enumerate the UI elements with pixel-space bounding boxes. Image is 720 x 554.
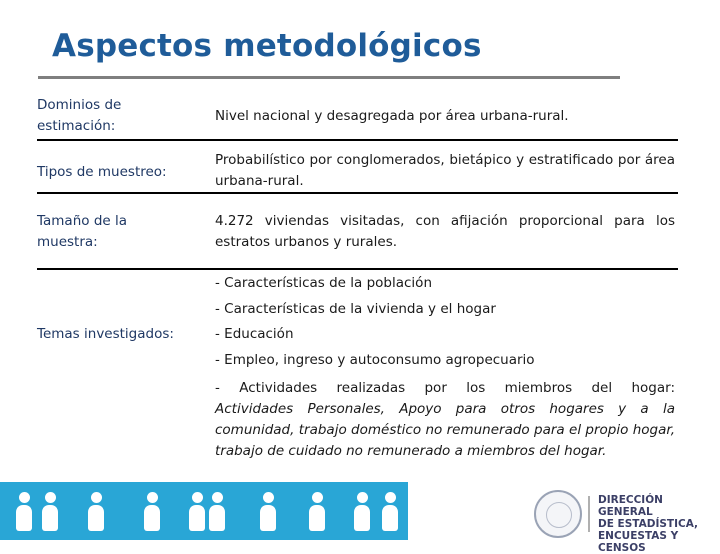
caregiver-icon — [305, 492, 329, 532]
row-divider — [37, 139, 678, 141]
wheelchair-icon — [205, 492, 229, 532]
tema-actividades-detail: Actividades Personales, Apoyo para otros hogares y a la comunidad, trabajo doméstico no remunerado para el propio hogar, trabajo de cuidado no remunerado a miembros del hogar. — [215, 401, 675, 459]
logo-text — [598, 494, 720, 554]
row-value-muestreo: Probabilístico por conglomerados, bietápico y estratificado por área urbana-rural. — [215, 152, 675, 189]
logo-line: ENCUESTAS Y CENSOS — [598, 530, 679, 554]
dgeec-logo — [520, 488, 720, 554]
tema-item-actividades: - Actividades realizadas por los miembros del hogar: — [215, 380, 675, 396]
logo-divider — [588, 496, 590, 532]
temas-list — [215, 271, 675, 462]
tema-item: - Características de la población — [215, 275, 432, 291]
page-title: Aspectos metodológicos — [52, 28, 482, 64]
row-divider — [37, 192, 678, 194]
national-seal-icon — [534, 490, 582, 538]
person-icon — [38, 492, 62, 532]
person-icon — [378, 492, 402, 532]
runner-icon — [140, 492, 164, 532]
row-value-dominios: Nivel nacional y desagregada por área urbana-rural. — [215, 108, 569, 124]
person-icon — [256, 492, 280, 532]
row-label-muestreo: Tipos de muestreo: — [37, 164, 167, 180]
row-value-tamano: 4.272 viviendas visitadas, con afijación proporcional para los estratos urbanos y rurales. — [215, 213, 675, 250]
title-underline — [38, 76, 620, 79]
row-label-tamano: Tamaño de la muestra: — [37, 213, 128, 250]
logo-line: DE ESTADÍSTICA, — [598, 518, 699, 530]
person-icon — [12, 492, 36, 532]
row-label-temas: Temas investigados: — [37, 326, 174, 342]
row-divider — [37, 268, 678, 270]
person-icon — [84, 492, 108, 532]
tema-item: - Características de la vivienda y el hogar — [215, 300, 496, 317]
row-label-dominios: Dominios de estimación: — [37, 97, 122, 134]
tema-item: - Empleo, ingreso y autoconsumo agropecuario — [215, 351, 535, 368]
farmer-icon — [350, 492, 374, 532]
logo-line: DIRECCIÓN GENERAL — [598, 494, 663, 518]
tema-item: - Educación — [215, 326, 294, 342]
